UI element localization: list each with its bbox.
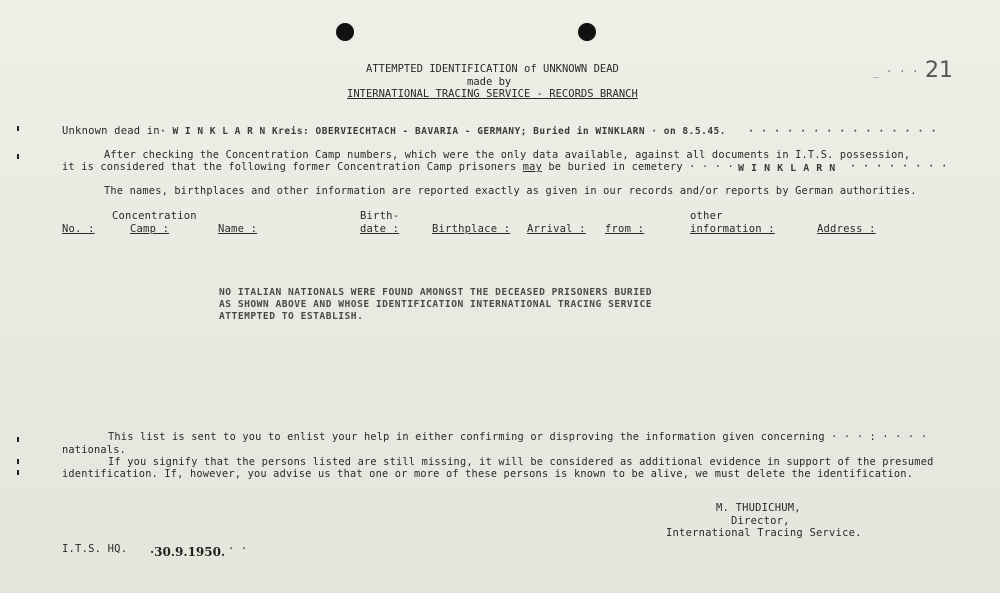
notice-line-3: ATTEMPTED TO ESTABLISH. [219,311,364,322]
punch-hole-right [578,23,596,41]
notice-line-1: NO ITALIAN NATIONALS WERE FOUND AMONGST THE DECEASED PRISONERS BURIED [219,287,653,298]
column-birth-top: Birth- [360,210,400,222]
paragraph-2: The names, birthplaces and other information are reported exactly as given in our records and/or reports by German authorities. [104,185,917,197]
page-number-prefix: _ · · · [873,66,919,78]
margin-mark [17,459,19,464]
header-made-by: made by [467,76,512,88]
column-address: Address : [817,223,876,235]
reference-label: I.T.S. HQ. [62,543,128,555]
signature-organization: International Tracing Service. [666,527,862,539]
header-title: ATTEMPTED IDENTIFICATION of UNKNOWN DEAD [366,63,619,75]
header-organization: INTERNATIONAL TRACING SERVICE - RECORDS BRANCH [347,88,638,100]
cemetery-trailing-dots: · · · · · · · · [850,161,948,172]
paragraph-1-line-2-end: be buried in cemetery · · · · [548,161,734,173]
column-camp-top: Concentration [112,210,197,222]
margin-mark [17,470,19,475]
margin-mark [17,126,19,131]
footer-line-2: nationals. [62,444,126,456]
margin-mark [17,154,19,159]
column-birthdate: date : [360,223,400,235]
paragraph-1-line-2-start: it is considered that the following former Concentration Camp prisoners [62,161,517,173]
punch-hole-left [336,23,354,41]
paragraph-1-line-2 [62,161,734,173]
signature-name: M. THUDICHUM, [716,502,801,514]
footer-line-1: This list is sent to you to enlist your help in either confirming or disproving the information given concerning · · · : · · · · [108,431,928,443]
cemetery-name: W I N K L A R N [738,163,836,174]
column-no: No. : [62,223,95,235]
paragraph-1-line-1: After checking the Concentration Camp numbers, which were the only data available, against all documents in I.T.S. possession, [104,149,911,161]
column-other-top: other [690,210,723,222]
column-other-information: information : [690,223,775,235]
unknown-dead-location: · W I N K L A R N Kreis: OBERVIECHTACH - BAVARIA - GERMANY; Buried in WINKLARN · on 8.5.45. [160,126,726,137]
reference-date: ·30.9.1950. [150,545,226,559]
column-from: from : [605,223,645,235]
column-camp: Camp : [130,223,170,235]
footer-line-4: identification. If, however, you advise us that one or more of these persons is known to be alive, we must delete the identification. [62,468,914,480]
unknown-dead-label: Unknown dead in [62,125,160,137]
margin-mark [17,437,19,442]
unknown-dead-leader: · · · · · · · · · · · · · · · [748,126,938,137]
column-birthplace: Birthplace : [432,223,511,235]
footer-line-3: If you signify that the persons listed are still missing, it will be considered as additional evidence in support of the presumed [108,456,934,468]
column-arrival: Arrival : [527,223,586,235]
may-underlined: may [522,161,542,173]
notice-line-2: AS SHOWN ABOVE AND WHOSE IDENTIFICATION INTERNATIONAL TRACING SERVICE [219,299,653,310]
reference-dots: · · [228,543,248,555]
column-name: Name : [218,223,258,235]
signature-title: Director, [731,515,790,527]
page-number: 21 [925,58,953,83]
